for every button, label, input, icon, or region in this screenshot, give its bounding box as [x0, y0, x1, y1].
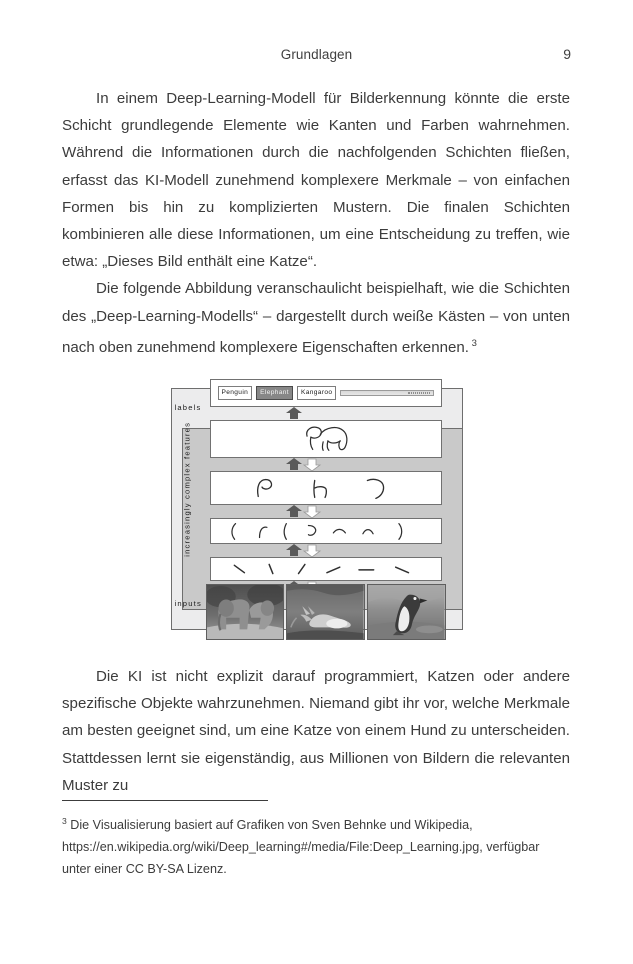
- figure-label-labels: labels: [174, 403, 202, 412]
- running-head-title: Grundlagen: [280, 46, 353, 62]
- paragraph-2-text: Die folgende Abbildung veranschaulicht beispielhaft, wie die Schichten des „Deep-Learning-Modells“ – dargestellt durch weiße Kästen – von unten nach oben zunehmend komplexere Eigenschaften erkennen.: [62, 280, 570, 356]
- paragraph-3: Die KI ist nicht explizit darauf programmiert, Katzen oder andere spezifische Objekte wahrzunehmen. Niemand gibt ihr vor, welche Merkmale am besten geeignet sind, um eine Katze von einem Hund zu unterscheiden. Stattdessen lernt sie eigenständig, aus Millionen von Bildern die relevanten Muster zu: [62, 668, 570, 794]
- paragraph-1: In einem Deep-Learning-Modell für Bilderkennung könnte die erste Schicht grundlegende Elemente wie Kanten und Farben wahrnehmen. Während die Informationen durch die nachfolgenden Schichten fließen, erfasst das KI-Modell zunehmend komplexere Merkmale – von einfachen Formen bis hin zu komplizierten Mustern. Die finalen Schichten kombinieren alle diese Informationen, um eine Entscheidung zu treffen, wie etwa: „Dieses Bild enthält eine Katze“.: [62, 90, 570, 271]
- arrow-pair-3: [279, 505, 327, 518]
- footnote-separator: [62, 800, 268, 801]
- running-head: [62, 44, 571, 64]
- figure-input-images: [206, 584, 446, 640]
- figure-layer-contours: [210, 518, 442, 544]
- figure-layer-object-outlines: [210, 420, 442, 458]
- figure-wrapper: [0, 377, 633, 649]
- body-content: [62, 85, 570, 361]
- arrow-pair-top: [279, 407, 327, 420]
- label-chip-row: [211, 380, 441, 406]
- label-chip-kangaroo: Kangaroo: [297, 386, 336, 401]
- penguin-photo: [367, 584, 446, 640]
- footnote-marker: 3: [62, 816, 67, 826]
- arrow-pair-4: [279, 458, 327, 471]
- page-number: 9: [563, 46, 571, 62]
- footnote-marker-inline: 3: [471, 337, 477, 349]
- figure-layer-object-parts: [210, 471, 442, 505]
- figure-label-inputs: inputs: [174, 599, 202, 608]
- paragraph-2: [62, 275, 570, 361]
- footnote-entry: [62, 810, 570, 880]
- figure-layer-edges: [210, 557, 442, 581]
- kangaroo-photo: [286, 584, 365, 640]
- arrow-pair-2: [279, 544, 327, 557]
- label-chip-elephant: Elephant: [256, 386, 293, 401]
- label-chip-blank: [340, 390, 433, 397]
- figure-label-complex-features: increasingly complex features: [181, 421, 191, 557]
- footnote-body: Die Visualisierung basiert auf Grafiken von Sven Behnke und Wikipedia, https://en.wikipedia.org/wiki/Deep_learning#/media/File:Deep_Learning.jpg, verfügbar unter einer CC BY-SA Lizenz.: [62, 818, 540, 877]
- figure-layer-labels: [210, 379, 442, 407]
- body-content-after-figure: [62, 663, 570, 799]
- elephant-photo: [206, 584, 285, 640]
- label-chip-penguin: Penguin: [218, 386, 253, 401]
- deep-learning-layers-figure: [161, 377, 473, 649]
- footnote-area: [62, 800, 570, 880]
